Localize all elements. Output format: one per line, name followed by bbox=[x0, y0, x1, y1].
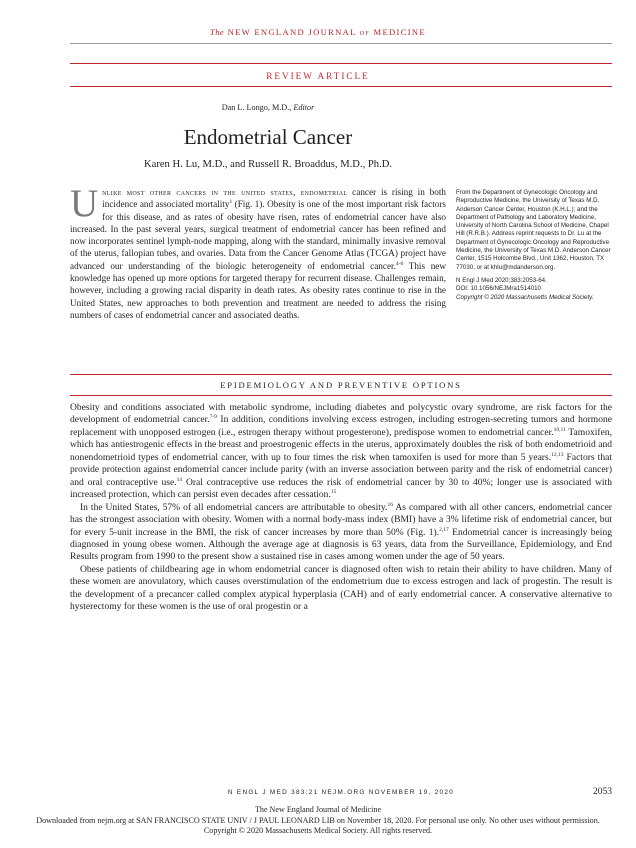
body-text: Endometrial cancer is increasingly being diagnosed in young obese women. Although the average age at diagnosis is 63 years, data from the Surveillance, Epidemiology, and End Results program from 1990 to the present show a sustained rise in cases among women under the age of 50 years. bbox=[70, 526, 612, 563]
abstract-text-2: (Fig. 1). Obesity is one of the most important risk factors for this disease, and as rates of obesity have risen, rates of endometrial cancer have also increased. In the past several years, surgical treatment of endometrial cancer has been refined and now incorporates sentinel lymph-node mapping, along with the standard, minimally invasive removal of the uterus, fallopian tubes, and ovaries. Data from the Cancer Genome Atlas (TCGA) project have advanced our understanding of the biologic heterogeneity of endometrial cancer. bbox=[70, 199, 446, 271]
reference[interactable]: 16 bbox=[387, 501, 393, 508]
body-text: Obesity and conditions associated with metabolic syndrome, including diabetes and polycystic ovary syndrome, are risk factors for the development of endometrial cancer. bbox=[70, 402, 612, 426]
review-top-rule bbox=[70, 63, 612, 64]
body-text: As compared with all other cancers, endometrial cancer has the strongest association with obesity. Women with a normal body-mass index (BMI) have a 3% lifetime risk of endometrial cancer, but for every 5-unit increase in the BMI, the risk of cancer increases by more than 50% (Fig. 1). bbox=[70, 501, 612, 538]
section-bottom-rule bbox=[70, 395, 612, 396]
author-list: Karen H. Lu, M.D., and Russell R. Broaddus, M.D., Ph.D. bbox=[143, 159, 393, 170]
reference[interactable]: 14 bbox=[176, 476, 183, 483]
journal-masthead bbox=[0, 27, 636, 37]
download-copyright: Copyright © 2020 Massachusetts Medical Society. All rights reserved. bbox=[203, 826, 433, 836]
doi[interactable]: DOI: 10.1056/NEJMra1514010 bbox=[456, 285, 541, 293]
page-number: 2053 bbox=[593, 787, 612, 797]
running-footer: N ENGL J MED 383;21 NEJM.ORG NOVEMBER 19, 2020 bbox=[227, 789, 455, 796]
download-journal-name: The New England Journal of Medicine bbox=[254, 805, 382, 814]
reference[interactable]: 7-9 bbox=[209, 414, 218, 421]
body-text: Factors that provide protection against endometrial cancer include parity (with an inverse association between parity and the risk of endometrial cancer) and oral contraceptive use. bbox=[70, 451, 612, 488]
body-text: In addition, conditions involving excess estrogen, including estrogen-secreting tumors and hormone replacement with unopposed estrogen (i.e., estrogen therapy without progesterone), predispose women to endometrial cancer. bbox=[70, 414, 612, 438]
editor-name: Dan L. Longo, M.D., bbox=[221, 103, 292, 112]
abstract-lead: nlike most other cancers in the united states, endometrial bbox=[102, 187, 348, 197]
reference[interactable]: 4-6 bbox=[395, 260, 404, 267]
masthead-the: The bbox=[210, 27, 225, 37]
section-heading: EPIDEMIOLOGY AND PREVENTIVE OPTIONS bbox=[220, 380, 462, 390]
article-title: Endometrial Cancer bbox=[183, 125, 353, 149]
article-type: REVIEW ARTICLE bbox=[266, 71, 370, 81]
download-notice bbox=[0, 805, 636, 837]
reference[interactable]: 15 bbox=[330, 489, 337, 496]
editor-role: Editor bbox=[293, 103, 315, 112]
download-statement: Downloaded from nejm.org at SAN FRANCISCO STATE UNIV / J PAUL LEONARD LIB on November 18, 2020. For personal use only. No other uses without permission. bbox=[36, 815, 600, 825]
abstract bbox=[70, 182, 446, 321]
masthead-rule bbox=[70, 43, 612, 44]
author-affiliations: From the Department of Gynecologic Oncology and Reproductive Medicine, the University of Texas M.D. Anderson Cancer Center, Houston (K.H.L.); and the Department of Pathology and Laboratory Medicine, University of North Carolina School of Medicine, Chapel Hill (R.R.B.). Address reprint requests to Dr. Lu at the Department of Gynecologic Oncology and Reproductive Medicine, the University of Texas M.D. Anderson Cancer Center, 1515 Holcombe Blvd., Unit 1362, Houston, TX 77030, or at khlu@mdanderson.org. bbox=[456, 189, 611, 271]
body-paragraph bbox=[70, 502, 612, 564]
reference[interactable]: 2,17 bbox=[439, 526, 449, 533]
review-bottom-rule bbox=[70, 86, 612, 87]
reference[interactable]: 12,13 bbox=[551, 451, 564, 458]
masthead-name: NEW ENGLAND JOURNAL of MEDICINE bbox=[227, 27, 426, 37]
reference[interactable]: 10,11 bbox=[553, 426, 566, 433]
copyright-notice: Copyright © 2020 Massachusetts Medical Society. bbox=[456, 293, 594, 301]
abstract-text-1: cancer is rising in both incidence and associated mortality bbox=[102, 187, 446, 210]
article-body bbox=[70, 402, 612, 614]
body-text: Oral contraceptive use reduces the risk of endometrial cancer by 30 to 40%; longer use is associated with increased protection, which can persist even decades after cessation. bbox=[70, 476, 612, 501]
reference[interactable]: 1 bbox=[229, 199, 233, 206]
editor-line bbox=[0, 103, 536, 112]
body-paragraph: Obese patients of childbearing age in whom endometrial cancer is diagnosed often wish to retain their ability to have children. Many of these women are anovulatory, which causes overstimulation of the endometrium due to excess estrogen and lack of progestin. The result is the development of a precancer called complex atypical hyperplasia (CAH) and of early endometrial cancer. A conservative alternative to hysterectomy for these women is the use of oral progestin or a bbox=[70, 563, 612, 613]
body-text: Tamoxifen, which has antiestrogenic effects in the breast and proestrogenic effects in the uterus, approximately doubles the risk of both endometrioid and nonendometrioid types of endometrial cancer, with up to four times the risk when tamoxifen is used for more than 5 years. bbox=[70, 426, 612, 463]
citation: N Engl J Med 2020;383:2053-64. bbox=[456, 276, 547, 284]
abstract-text-3: This new knowledge has opened up more options for targeted therapy for recurrent disease. Challenges remain, however, including a growing racial disparity in death rates. As obesity rates continue to rise in the United States, new approaches to both prevention and treatment are needed to address the rising numbers of cases of endometrial cancer and associated deaths. bbox=[70, 260, 446, 320]
article-info-sidebar bbox=[456, 189, 612, 302]
drop-cap: U bbox=[70, 182, 99, 225]
body-text: In the United States, 57% of all endometrial cancers are attributable to obesity. bbox=[80, 501, 388, 513]
section-top-rule bbox=[70, 374, 612, 375]
body-paragraph bbox=[70, 402, 612, 502]
